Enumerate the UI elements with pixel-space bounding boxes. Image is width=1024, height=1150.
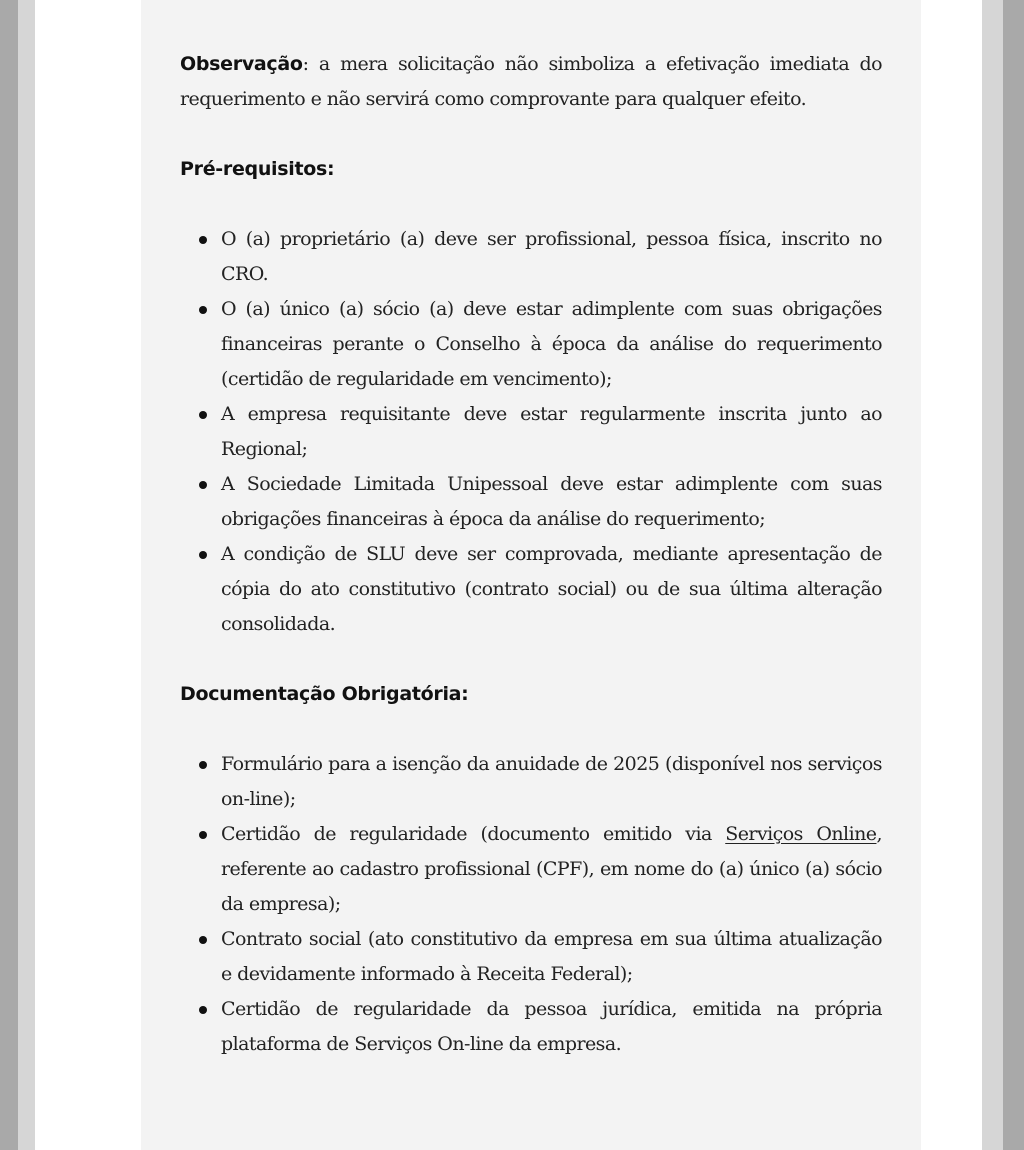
list-item-text: O (a) único (a) sócio (a) deve estar adimplente com suas obrigações financeiras perante o Conselho à época da análise do requerimento (certidão de regularidade em vencimento); xyxy=(221,298,882,390)
bullet-icon xyxy=(199,1006,207,1014)
list-item-text-before-link: Certidão de regularidade (documento emitido via xyxy=(221,823,726,845)
prerequisites-heading: Pré-requisitos: xyxy=(180,158,335,180)
bullet-icon xyxy=(199,411,207,419)
list-item xyxy=(180,397,882,467)
list-item xyxy=(180,922,882,992)
documentation-list xyxy=(180,747,882,1062)
bullet-icon xyxy=(199,551,207,559)
list-item xyxy=(180,467,882,537)
observation-paragraph xyxy=(180,47,882,117)
left-page-border xyxy=(0,0,18,1150)
content-inner xyxy=(180,47,882,1062)
spacer xyxy=(180,642,882,677)
spacer xyxy=(180,187,882,222)
bullet-icon xyxy=(199,236,207,244)
list-item-text-after-link: , referente ao cadastro profissional (CPF), em nome do (a) único (a) sócio da empresa); xyxy=(221,823,882,915)
list-item-text: Formulário para a isenção da anuidade de 2025 (disponível nos serviços on-line); xyxy=(221,753,882,810)
list-item-text: A condição de SLU deve ser comprovada, mediante apresentação de cópia do ato constitutivo (contrato social) ou de sua última alteração consolidada. xyxy=(221,543,882,635)
bullet-icon xyxy=(199,481,207,489)
list-item-text: A Sociedade Limitada Unipessoal deve estar adimplente com suas obrigações financeiras à época da análise do requerimento; xyxy=(221,473,882,530)
spacer xyxy=(180,117,882,152)
bullet-icon xyxy=(199,831,207,839)
left-page-margin xyxy=(18,0,35,1150)
list-item xyxy=(180,537,882,642)
list-item xyxy=(180,747,882,817)
bullet-icon xyxy=(199,306,207,314)
bullet-icon xyxy=(199,936,207,944)
list-item-text: Contrato social (ato constitutivo da empresa em sua última atualização e devidamente informado à Receita Federal); xyxy=(221,928,882,985)
list-item xyxy=(180,992,882,1062)
list-item-text: O (a) proprietário (a) deve ser profissional, pessoa física, inscrito no CRO. xyxy=(221,228,882,285)
list-item xyxy=(180,222,882,292)
list-item xyxy=(180,292,882,397)
bullet-icon xyxy=(199,761,207,769)
documentation-heading: Documentação Obrigatória: xyxy=(180,683,469,705)
servicos-online-link[interactable]: Serviços Online xyxy=(725,823,877,845)
list-item-text: A empresa requisitante deve estar regularmente inscrita junto ao Regional; xyxy=(221,403,882,460)
prerequisites-list xyxy=(180,222,882,642)
observation-label: Observação xyxy=(180,53,303,75)
spacer xyxy=(180,712,882,747)
right-page-margin xyxy=(982,0,1003,1150)
content-panel xyxy=(141,0,921,1150)
right-page-border xyxy=(1003,0,1024,1150)
observation-text: : a mera solicitação não simboliza a efetivação imediata do requerimento e não servirá como comprovante para qualquer efeito. xyxy=(180,53,882,110)
list-item xyxy=(180,817,882,922)
list-item-text: Certidão de regularidade da pessoa jurídica, emitida na própria plataforma de Serviços On-line da empresa. xyxy=(221,998,882,1055)
